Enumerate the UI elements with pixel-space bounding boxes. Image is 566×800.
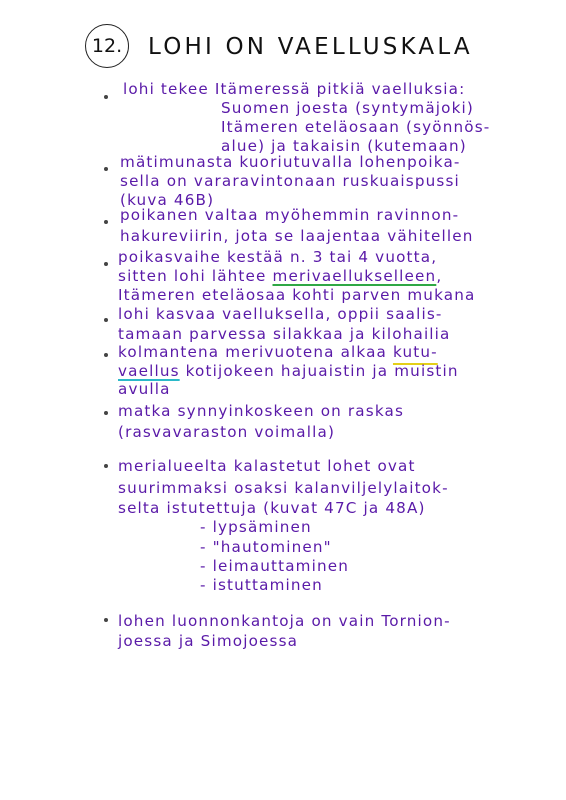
note-line: poikasvaihe kestää n. 3 tai 4 vuotta, [118, 248, 438, 266]
note-text: kotijokeen hajuaistin ja muistin [179, 362, 459, 380]
bullet-dot [104, 318, 108, 322]
bullet-dot [104, 167, 108, 171]
bullet-dot [104, 464, 108, 468]
note-subitem: - "hautominen" [200, 538, 332, 556]
page-title: LOHI ON VAELLUSKALA [148, 34, 473, 60]
bullet-dot [104, 353, 108, 357]
note-line: selta istutettuja (kuvat 47C ja 48A) [118, 499, 426, 517]
note-line: joessa ja Simojoessa [118, 632, 299, 650]
note-line [118, 343, 438, 361]
note-line: sella on vararavintonaan ruskuaispussi [120, 172, 460, 190]
note-line: Itämeren eteläosaan (syönnös- [221, 118, 491, 136]
highlighted-term: kutu- [392, 343, 438, 361]
bullet-dot [104, 411, 108, 415]
note-line: mätimunasta kuoriutuvalla lohenpoika- [120, 153, 461, 171]
bullet-dot [104, 262, 108, 266]
note-line: merialueelta kalastetut lohet ovat [118, 457, 416, 475]
note-text: sitten lohi lähtee [118, 267, 273, 285]
note-line: tamaan parvessa silakkaa ja kilohailia [118, 325, 451, 343]
note-line: Suomen joesta (syntymäjoki) [221, 99, 475, 117]
highlighted-term: merivaellukselleen [272, 267, 437, 285]
note-subitem: - leimauttaminen [200, 557, 350, 575]
note-line: (rasvavaraston voimalla) [118, 423, 336, 441]
note-line [118, 362, 459, 380]
bullet-dot [104, 95, 108, 99]
note-line: poikanen valtaa myöhemmin ravinnon- [120, 206, 460, 224]
note-subitem: - lypsäminen [200, 518, 312, 536]
note-line: hakureviirin, jota se laajentaa vähitellen [120, 227, 474, 245]
note-line: (kuva 46B) [120, 191, 215, 209]
note-subitem: - istuttaminen [200, 576, 323, 594]
note-line: matka synnyinkoskeen on raskas [118, 402, 405, 420]
note-line: Itämeren eteläosaa kohti parven mukana [118, 286, 476, 304]
note-text: kolmantena merivuotena alkaa [118, 343, 393, 361]
note-line: suurimmaksi osaksi kalanviljelylaitok- [118, 479, 449, 497]
note-line: alue) ja takaisin (kutemaan) [221, 137, 467, 155]
highlighted-term: vaellus [118, 362, 180, 380]
note-text: , [436, 267, 443, 285]
bullet-dot [104, 618, 108, 622]
section-number: 12. [85, 24, 129, 68]
note-line: avulla [118, 380, 171, 398]
note-line: lohen luonnonkantoja on vain Tornion- [118, 612, 451, 630]
bullet-dot [104, 220, 108, 224]
note-line [118, 267, 442, 285]
note-line: lohi tekee Itämeressä pitkiä vaelluksia: [123, 80, 466, 98]
note-line: lohi kasvaa vaelluksella, oppii saalis- [118, 305, 443, 323]
